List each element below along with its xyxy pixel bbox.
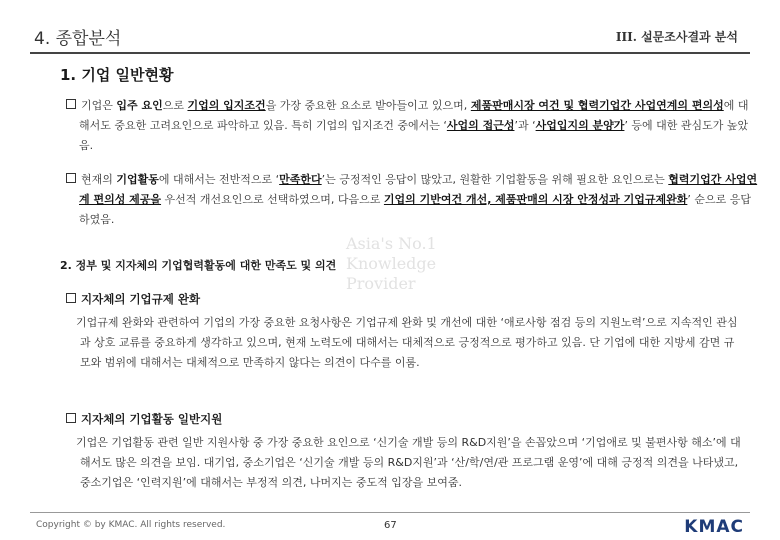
footer-divider: [30, 512, 750, 513]
header-divider: [30, 52, 750, 54]
watermark-line: Asia's No.1: [346, 234, 437, 253]
subsection-heading: 지자체의 기업활동 일반지원: [66, 411, 222, 427]
checkbox-bullet-icon: [66, 413, 76, 423]
bullet-paragraph: 현재의 기업활동에 대해서는 전반적으로 ‘만족한다’는 긍정적인 응답이 많았고, 원활한 기업활동을 위해 필요한 요인으로는 협력기업간 사업연계 편의성 제공을 우선적 개선요인으로 선택하였으며, 다음으로 기업의 기반여건 개선, 제품판매의 시장 안정성과 기업규제완화’ 순으로 응답하였음.: [66, 170, 759, 230]
checkbox-bullet-icon: [66, 173, 76, 183]
section-heading: 2. 정부 및 지자체의 기업협력활동에 대한 만족도 및 의견: [60, 259, 337, 272]
watermark-line: Provider: [346, 274, 416, 293]
subsection-body: 기업은 기업활동 관련 일반 지원사항 중 가장 중요한 요인으로 ‘신기술 개발 등의 R&D지원’을 손꼽았으며 ‘기업애로 및 불편사항 해소’에 대해서도 많은 의견을 보임. 대기업, 중소기업은 ‘신기술 개발 등의 R&D지원’과 ‘산/학/연/관 프로그램 운영’에 대해 긍정적 의견을 나타냈고, 중소기업은 ‘인력지원’에 대해서는 부정적 의견, 나머지는 중도적 입장을 보여줌.: [76, 436, 741, 489]
checkbox-bullet-icon: [66, 99, 76, 109]
watermark: [346, 234, 437, 294]
checkbox-bullet-icon: [66, 293, 76, 303]
section-header: III. 설문조사결과 분석: [615, 30, 738, 44]
subsection-heading: 지자체의 기업규제 완화: [66, 291, 200, 307]
subsection-body: 기업규제 완화와 관련하여 기업의 가장 중요한 요청사항은 기업규제 완화 및 개선에 대한 ‘애로사항 점검 등의 지원노력’으로 지속적인 관심과 상호 교류를 중요하게 생각하고 있으며, 현재 노력도에 대해서는 대체적으로 긍정적으로 평가하고 있음. 단 기업에 대한 지방세 감면 규모와 범위에 대해서는 대체적으로 만족하지 않다는 의견이 다수를 이룸.: [76, 316, 738, 369]
chapter-title: 4. 종합분석: [34, 29, 122, 49]
bullet-paragraph: 기업은 입주 요인으로 기업의 입지조건을 가장 중요한 요소로 받아들이고 있으며, 제품판매시장 여건 및 협력기업간 사업연계의 편의성에 대해서도 중요한 고려요인으로 파악하고 있음. 특히 기업의 입지조건 중에서는 ‘사업의 접근성’과 ‘사업입지의 분양가’ 등에 대한 관심도가 높았음.: [66, 96, 759, 156]
section-heading: 1. 기업 일반현황: [60, 66, 174, 84]
kmac-logo: KMAC: [684, 517, 744, 537]
page-number: 67: [384, 520, 397, 531]
copyright-notice: Copyright © by KMAC. All rights reserved.: [36, 520, 226, 530]
watermark-line: Knowledge: [346, 254, 437, 273]
